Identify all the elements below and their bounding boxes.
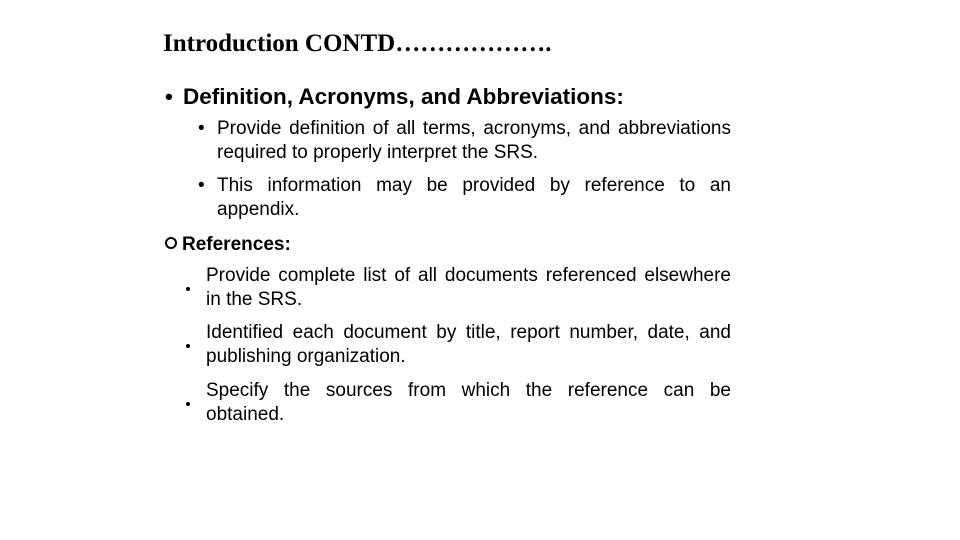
ring-bullet-icon — [165, 237, 177, 249]
bullet-icon: • — [198, 118, 205, 139]
list-item-text: Provide complete list of all documents referenced elsewhere in the SRS. — [206, 265, 731, 310]
bullet-icon: • — [165, 84, 173, 109]
section-references-heading: References: — [182, 234, 291, 255]
small-bullet-icon — [186, 389, 190, 413]
list-item-text: Identified each document by title, report number, date, and publishing organization. — [206, 322, 731, 367]
list-item — [206, 264, 731, 312]
small-bullet-icon — [186, 274, 190, 298]
bullet-icon: • — [198, 175, 205, 196]
section-definitions-heading: Definition, Acronyms, and Abbreviations: — [183, 84, 624, 109]
list-item — [198, 174, 731, 222]
section-references-heading-row — [165, 233, 291, 257]
list-item-text: This information may be provided by reference to an appendix. — [217, 175, 731, 220]
list-item — [206, 321, 731, 369]
slide-title: Introduction CONTD………………. — [163, 30, 552, 57]
list-item — [198, 117, 731, 165]
list-item — [206, 379, 731, 427]
small-bullet-icon — [186, 331, 190, 355]
list-item-text: Provide definition of all terms, acronyms, and abbreviations required to properly interpret the SRS. — [217, 118, 731, 163]
section-definitions-heading-row — [165, 82, 624, 112]
list-item-text: Specify the sources from which the reference can be obtained. — [206, 380, 731, 425]
